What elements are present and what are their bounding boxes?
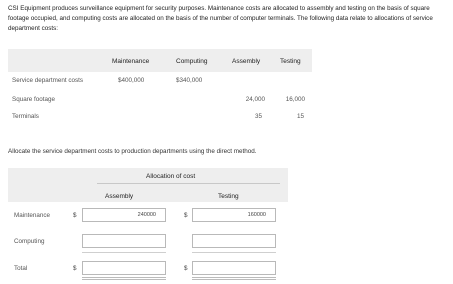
maintenance-assembly-input[interactable]: [82, 208, 166, 222]
total-testing-dollar-sign: $: [184, 265, 188, 272]
col-header-assembly: Assembly: [232, 58, 261, 65]
testing-square-footage: 16,000: [285, 96, 305, 103]
total-assembly-input[interactable]: [82, 261, 166, 275]
alloc-row-label-total: Total: [14, 265, 28, 272]
maintenance-cost-value: $400,000: [118, 77, 145, 84]
alloc-row-label-maintenance: Maintenance: [14, 212, 51, 219]
computing-assembly-subtotal-rule: [82, 252, 166, 253]
total-assembly-double-rule-top: [82, 277, 166, 278]
total-assembly-dollar-sign: $: [73, 265, 77, 272]
total-testing-double-rule-top: [192, 277, 276, 278]
row-label-service-department-costs: Service department costs: [12, 77, 84, 84]
row-label-square-footage: Square footage: [12, 96, 56, 103]
computing-cost-value: $340,000: [176, 77, 203, 84]
computing-testing-subtotal-rule: [192, 252, 276, 253]
total-testing-input[interactable]: [192, 261, 276, 275]
col-header-computing: Computing: [176, 58, 208, 65]
maintenance-testing-input[interactable]: [192, 208, 276, 222]
problem-description: CSI Equipment produces surveillance equipment for security purposes. Maintenance costs are allocated to assembly and testing on the basis of square footage occupied, and computing costs are allocated on the basis of the number of computer terminals. The following data relate to allocations of service department costs:: [8, 5, 433, 32]
col-header-testing: Testing: [280, 58, 301, 65]
row-label-terminals: Terminals: [12, 113, 39, 120]
col-header-maintenance: Maintenance: [112, 58, 150, 65]
maintenance-assembly-dollar-sign: $: [73, 212, 77, 219]
alloc-col-header-testing: Testing: [218, 193, 239, 200]
allocation-group-header: Allocation of cost: [146, 173, 196, 180]
group-header-underline: [97, 183, 280, 184]
instruction-text: Allocate the service department costs to production departments using the direct method.: [8, 148, 257, 155]
alloc-col-header-assembly: Assembly: [105, 193, 134, 200]
total-assembly-double-rule-bottom: [82, 279, 166, 280]
alloc-row-label-computing: Computing: [14, 238, 45, 245]
total-testing-double-rule-bottom: [192, 279, 276, 280]
computing-assembly-input[interactable]: [82, 234, 166, 248]
data-table-header-band: [8, 49, 312, 72]
testing-terminals: 15: [296, 113, 304, 120]
computing-testing-input[interactable]: [192, 234, 276, 248]
maintenance-testing-dollar-sign: $: [184, 212, 188, 219]
assembly-terminals: 35: [254, 113, 262, 120]
assembly-square-footage: 24,000: [245, 96, 265, 103]
